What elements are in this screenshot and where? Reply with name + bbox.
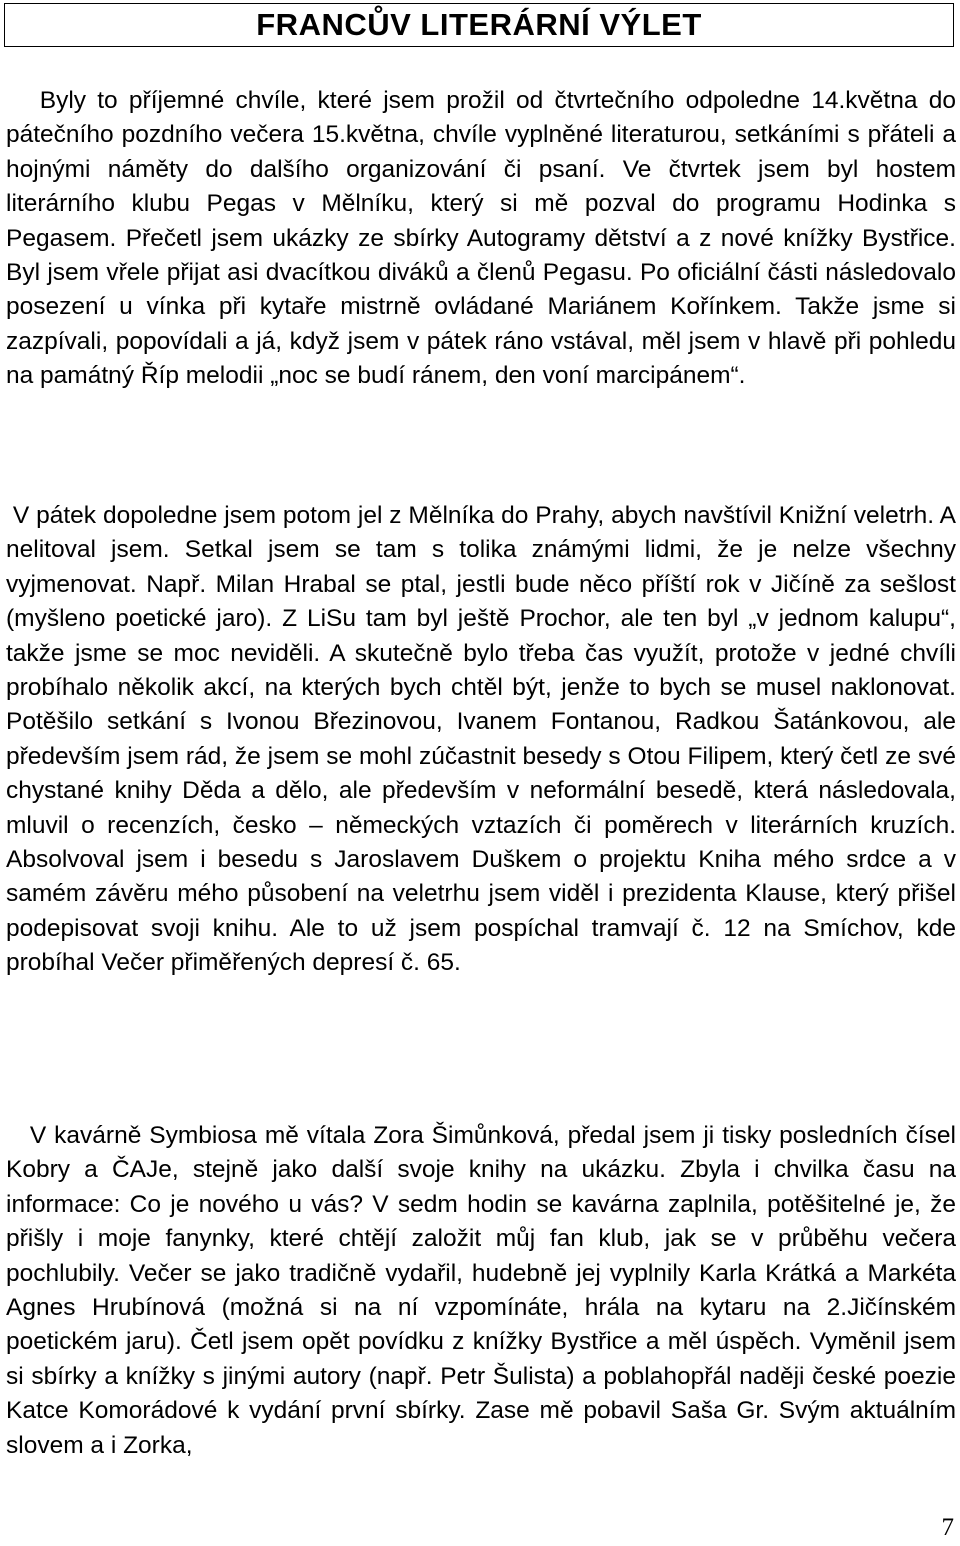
paragraph-3: V kavárně Symbiosa mě vítala Zora Šimůnková, předal jsem ji tisky posledních čísel Kobry a ČAJe, stejně jako další svoje knihy na ukázku. Zbyla i chvilka času na informace: Co je nového u vás? V sedm hodin se kavárna zaplnila, potěšitelné je, že přišly i moje fanynky, které chtějí založit můj fan klub, jak se v průběhu večera pochlubily. Večer se jako tradičně vydařil, hudebně jej vyplnily Karla Krátká a Markéta Agnes Hrubínová (možná si na ní vzpomínáte, hrála na kytaru na 2.Jičínském poetickém jaru). Četl jsem opět povídku z knížky Bystřice a měl úspěch. Vyměnil jsem si sbírky a knížky s jinými autory (např. Petr Šulista) a poblahopřál naději české poezie Katce Komorádové k vydání první sbírky. Zase mě pobavil Saša Gr. Svým aktuálním slovem a i Zorka,: [6, 1122, 956, 1459]
page-title: FRANCŮV LITERÁRNÍ VÝLET: [256, 7, 702, 42]
title-box: [4, 3, 954, 47]
page-number: 7: [941, 1514, 954, 1541]
paragraph-1: Byly to příjemné chvíle, které jsem prožil od čtvrtečního odpoledne 14.května do pátečního pozdního večera 15.května, chvíle vyplněné literaturou, setkáními s přáteli a hojnými náměty do dalšího organizování či psaní. Ve čtvrtek jsem byl hostem literárního klubu Pegas v Mělníku, který si mě pozval do programu Hodinka s Pegasem. Přečetl jsem ukázky ze sbírky Autogramy dětství a z nové knížky Bystřice. Byl jsem vřele přijat asi dvacítkou diváků a členů Pegasu. Po oficiální části následovalo posezení u vínka při kytaře mistrně ovládané Mariánem Kořínkem. Takže jsme si zazpívali, popovídali a já, když jsem v pátek ráno vstával, měl jsem v hlavě při pohledu na památný Říp melodii „noc se budí ránem, den voní marcipánem“.: [6, 87, 956, 390]
paragraph-2: V pátek dopoledne jsem potom jel z Mělníka do Prahy, abych navštívil Knižní veletrh. A nelitoval jsem. Setkal jsem se tam s tolika známými lidmi, že je nelze všechny vyjmenovat. Např. Milan Hrabal se ptal, jestli bude něco příští rok v Jičíně za sešlost (myšleno poetické jaro). Z LiSu tam byl ještě Prochor, ale ten byl „v jednom kalupu“, takže jsme se moc neviděli. A skutečně bylo třeba čas využít, protože v jedné chvíli probíhalo několik akcí, na kterých bych chtěl být, jenže to bych se musel naklonovat. Potěšilo setkání s Ivonou Březinovou, Ivanem Fontanou, Radkou Šatánkovou, ale především jsem rád, že jsem se mohl zúčastnit besedy s Otou Filipem, který četl ze své chystané knihy Děda a dělo, ale především v neformální besedě, která následovala, mluvil o recenzích, česko – německých vztazích či poměrech v literárních kruzích. Absolvoval jsem i besedu s Jaroslavem Duškem o projektu Kniha mého srdce a v samém závěru mého působení na veletrhu jsem viděl i prezidenta Klause, který přišel podepisovat svoji knihu. Ale to už jsem pospíchal tramvají č. 12 na Smíchov, kde probíhal Večer přiměřených depresí č. 65.: [6, 502, 956, 977]
